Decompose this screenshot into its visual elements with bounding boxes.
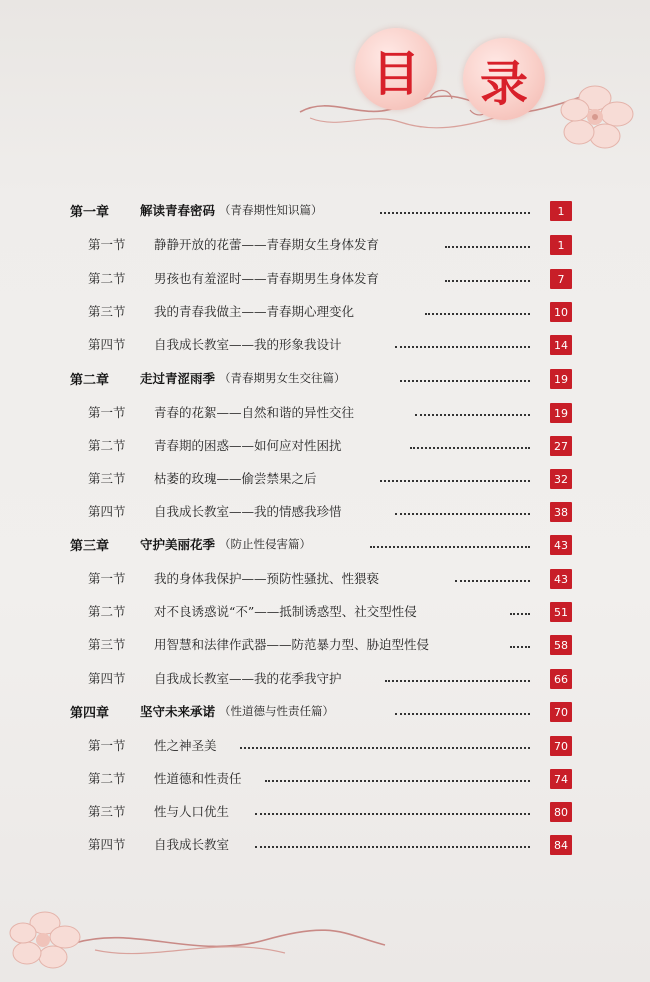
- page-number-badge: 58: [550, 635, 572, 655]
- page-number-badge: 14: [550, 335, 572, 355]
- section-row[interactable]: [88, 400, 354, 424]
- dot-leader: [265, 778, 530, 782]
- section-row[interactable]: [88, 566, 379, 590]
- section-title: 枯萎的玫瑰——偷尝禁果之后: [154, 471, 317, 486]
- section-row[interactable]: [88, 466, 317, 490]
- section-title: 静静开放的花蕾——青春期女生身体发育: [154, 237, 380, 252]
- page-number-badge: 43: [550, 569, 572, 589]
- section-number: 第二节: [88, 271, 126, 286]
- section-row[interactable]: [88, 632, 429, 656]
- section-title: 性之神圣美: [154, 738, 217, 753]
- dot-leader: [445, 244, 530, 248]
- dot-leader: [510, 611, 530, 615]
- page-number-badge: 74: [550, 769, 572, 789]
- dot-leader: [380, 210, 530, 214]
- page-number-badge: 43: [550, 535, 572, 555]
- dot-leader: [395, 511, 530, 515]
- section-title: 性与人口优生: [154, 804, 230, 819]
- section-title: 男孩也有羞涩时——青春期男生身体发育: [154, 271, 380, 286]
- section-row[interactable]: [88, 799, 229, 823]
- chapter-number: 第四章: [70, 705, 110, 721]
- chapter-row[interactable]: [70, 699, 334, 723]
- page-number-badge: 27: [550, 436, 572, 456]
- section-number: 第四节: [88, 837, 126, 852]
- page-number-badge: 7: [550, 269, 572, 289]
- chapter-subtitle: （防止性侵害篇）: [219, 537, 312, 551]
- section-number: 第二节: [88, 604, 126, 619]
- page-number-badge: 70: [550, 736, 572, 756]
- section-title: 对不良诱惑说“不”——抵制诱惑型、社交型性侵: [154, 604, 417, 619]
- section-number: 第三节: [88, 637, 126, 652]
- chapter-subtitle: （性道德与性责任篇）: [219, 704, 335, 718]
- page-number-badge: 19: [550, 403, 572, 423]
- title-char-2: 录: [479, 55, 528, 112]
- chapter-row[interactable]: [70, 366, 346, 390]
- dot-leader: [410, 445, 530, 449]
- section-row[interactable]: [88, 433, 342, 457]
- dot-leader: [370, 544, 530, 548]
- chapter-title: 坚守未来承诺: [140, 704, 216, 719]
- section-row[interactable]: [88, 232, 379, 256]
- dot-leader: [400, 378, 530, 382]
- chapter-number: 第二章: [70, 372, 110, 388]
- chapter-title: 解读青春密码: [140, 203, 216, 218]
- section-number: 第一节: [88, 738, 126, 753]
- section-number: 第二节: [88, 438, 126, 453]
- section-number: 第三节: [88, 304, 126, 319]
- page-number-badge: 32: [550, 469, 572, 489]
- chapter-number: 第一章: [70, 204, 110, 220]
- page-number-badge: 51: [550, 602, 572, 622]
- section-row[interactable]: [88, 332, 342, 356]
- page-number-badge: 38: [550, 502, 572, 522]
- section-title: 自我成长教室: [154, 837, 230, 852]
- section-title: 自我成长教室——我的情感我珍惜: [154, 504, 342, 519]
- section-number: 第三节: [88, 471, 126, 486]
- dot-leader: [425, 311, 530, 315]
- section-title: 性道德和性责任: [154, 771, 242, 786]
- section-number: 第三节: [88, 804, 126, 819]
- section-title: 我的身体我保护——预防性骚扰、性猥亵: [154, 571, 380, 586]
- section-row[interactable]: [88, 733, 217, 757]
- dot-leader: [385, 678, 530, 682]
- dot-leader: [395, 711, 530, 715]
- section-number: 第一节: [88, 237, 126, 252]
- page-number-badge: 66: [550, 669, 572, 689]
- section-title: 青春期的困惑——如何应对性困扰: [154, 438, 342, 453]
- section-number: 第四节: [88, 671, 126, 686]
- chapter-row[interactable]: [70, 532, 311, 556]
- title-char-1: 目: [371, 45, 420, 102]
- section-number: 第四节: [88, 337, 126, 352]
- dot-leader: [255, 811, 530, 815]
- section-row[interactable]: [88, 666, 342, 690]
- section-row[interactable]: [88, 499, 342, 523]
- section-number: 第二节: [88, 771, 126, 786]
- section-row[interactable]: [88, 832, 229, 856]
- dot-leader: [255, 844, 530, 848]
- page-number-badge: 80: [550, 802, 572, 822]
- section-title: 用智慧和法律作武器——防范暴力型、胁迫型性侵: [154, 637, 430, 652]
- page-number-badge: 84: [550, 835, 572, 855]
- dot-leader: [445, 278, 530, 282]
- chapter-title: 守护美丽花季: [140, 537, 216, 552]
- section-title: 自我成长教室——我的花季我守护: [154, 671, 342, 686]
- dot-leader: [510, 644, 530, 648]
- section-title: 自我成长教室——我的形象我设计: [154, 337, 342, 352]
- page-number-badge: 1: [550, 235, 572, 255]
- page-number-badge: 10: [550, 302, 572, 322]
- chapter-row[interactable]: [70, 198, 323, 222]
- dot-leader: [240, 745, 530, 749]
- page-number-badge: 1: [550, 201, 572, 221]
- chapter-subtitle: （青春期男女生交往篇）: [219, 371, 346, 385]
- section-row[interactable]: [88, 266, 379, 290]
- chapter-subtitle: （青春期性知识篇）: [219, 203, 323, 217]
- dot-leader: [415, 412, 530, 416]
- page-number-badge: 19: [550, 369, 572, 389]
- section-number: 第一节: [88, 405, 126, 420]
- section-number: 第四节: [88, 504, 126, 519]
- chapter-number: 第三章: [70, 538, 110, 554]
- dot-leader: [380, 478, 530, 482]
- section-number: 第一节: [88, 571, 126, 586]
- section-title: 青春的花絮——自然和谐的异性交往: [154, 405, 355, 420]
- chapter-title: 走过青涩雨季: [140, 371, 216, 386]
- section-row[interactable]: [88, 599, 417, 623]
- dot-leader: [455, 578, 530, 582]
- section-title: 我的青春我做主——青春期心理变化: [154, 304, 355, 319]
- section-row[interactable]: [88, 299, 354, 323]
- section-row[interactable]: [88, 766, 242, 790]
- page-number-badge: 70: [550, 702, 572, 722]
- dot-leader: [395, 344, 530, 348]
